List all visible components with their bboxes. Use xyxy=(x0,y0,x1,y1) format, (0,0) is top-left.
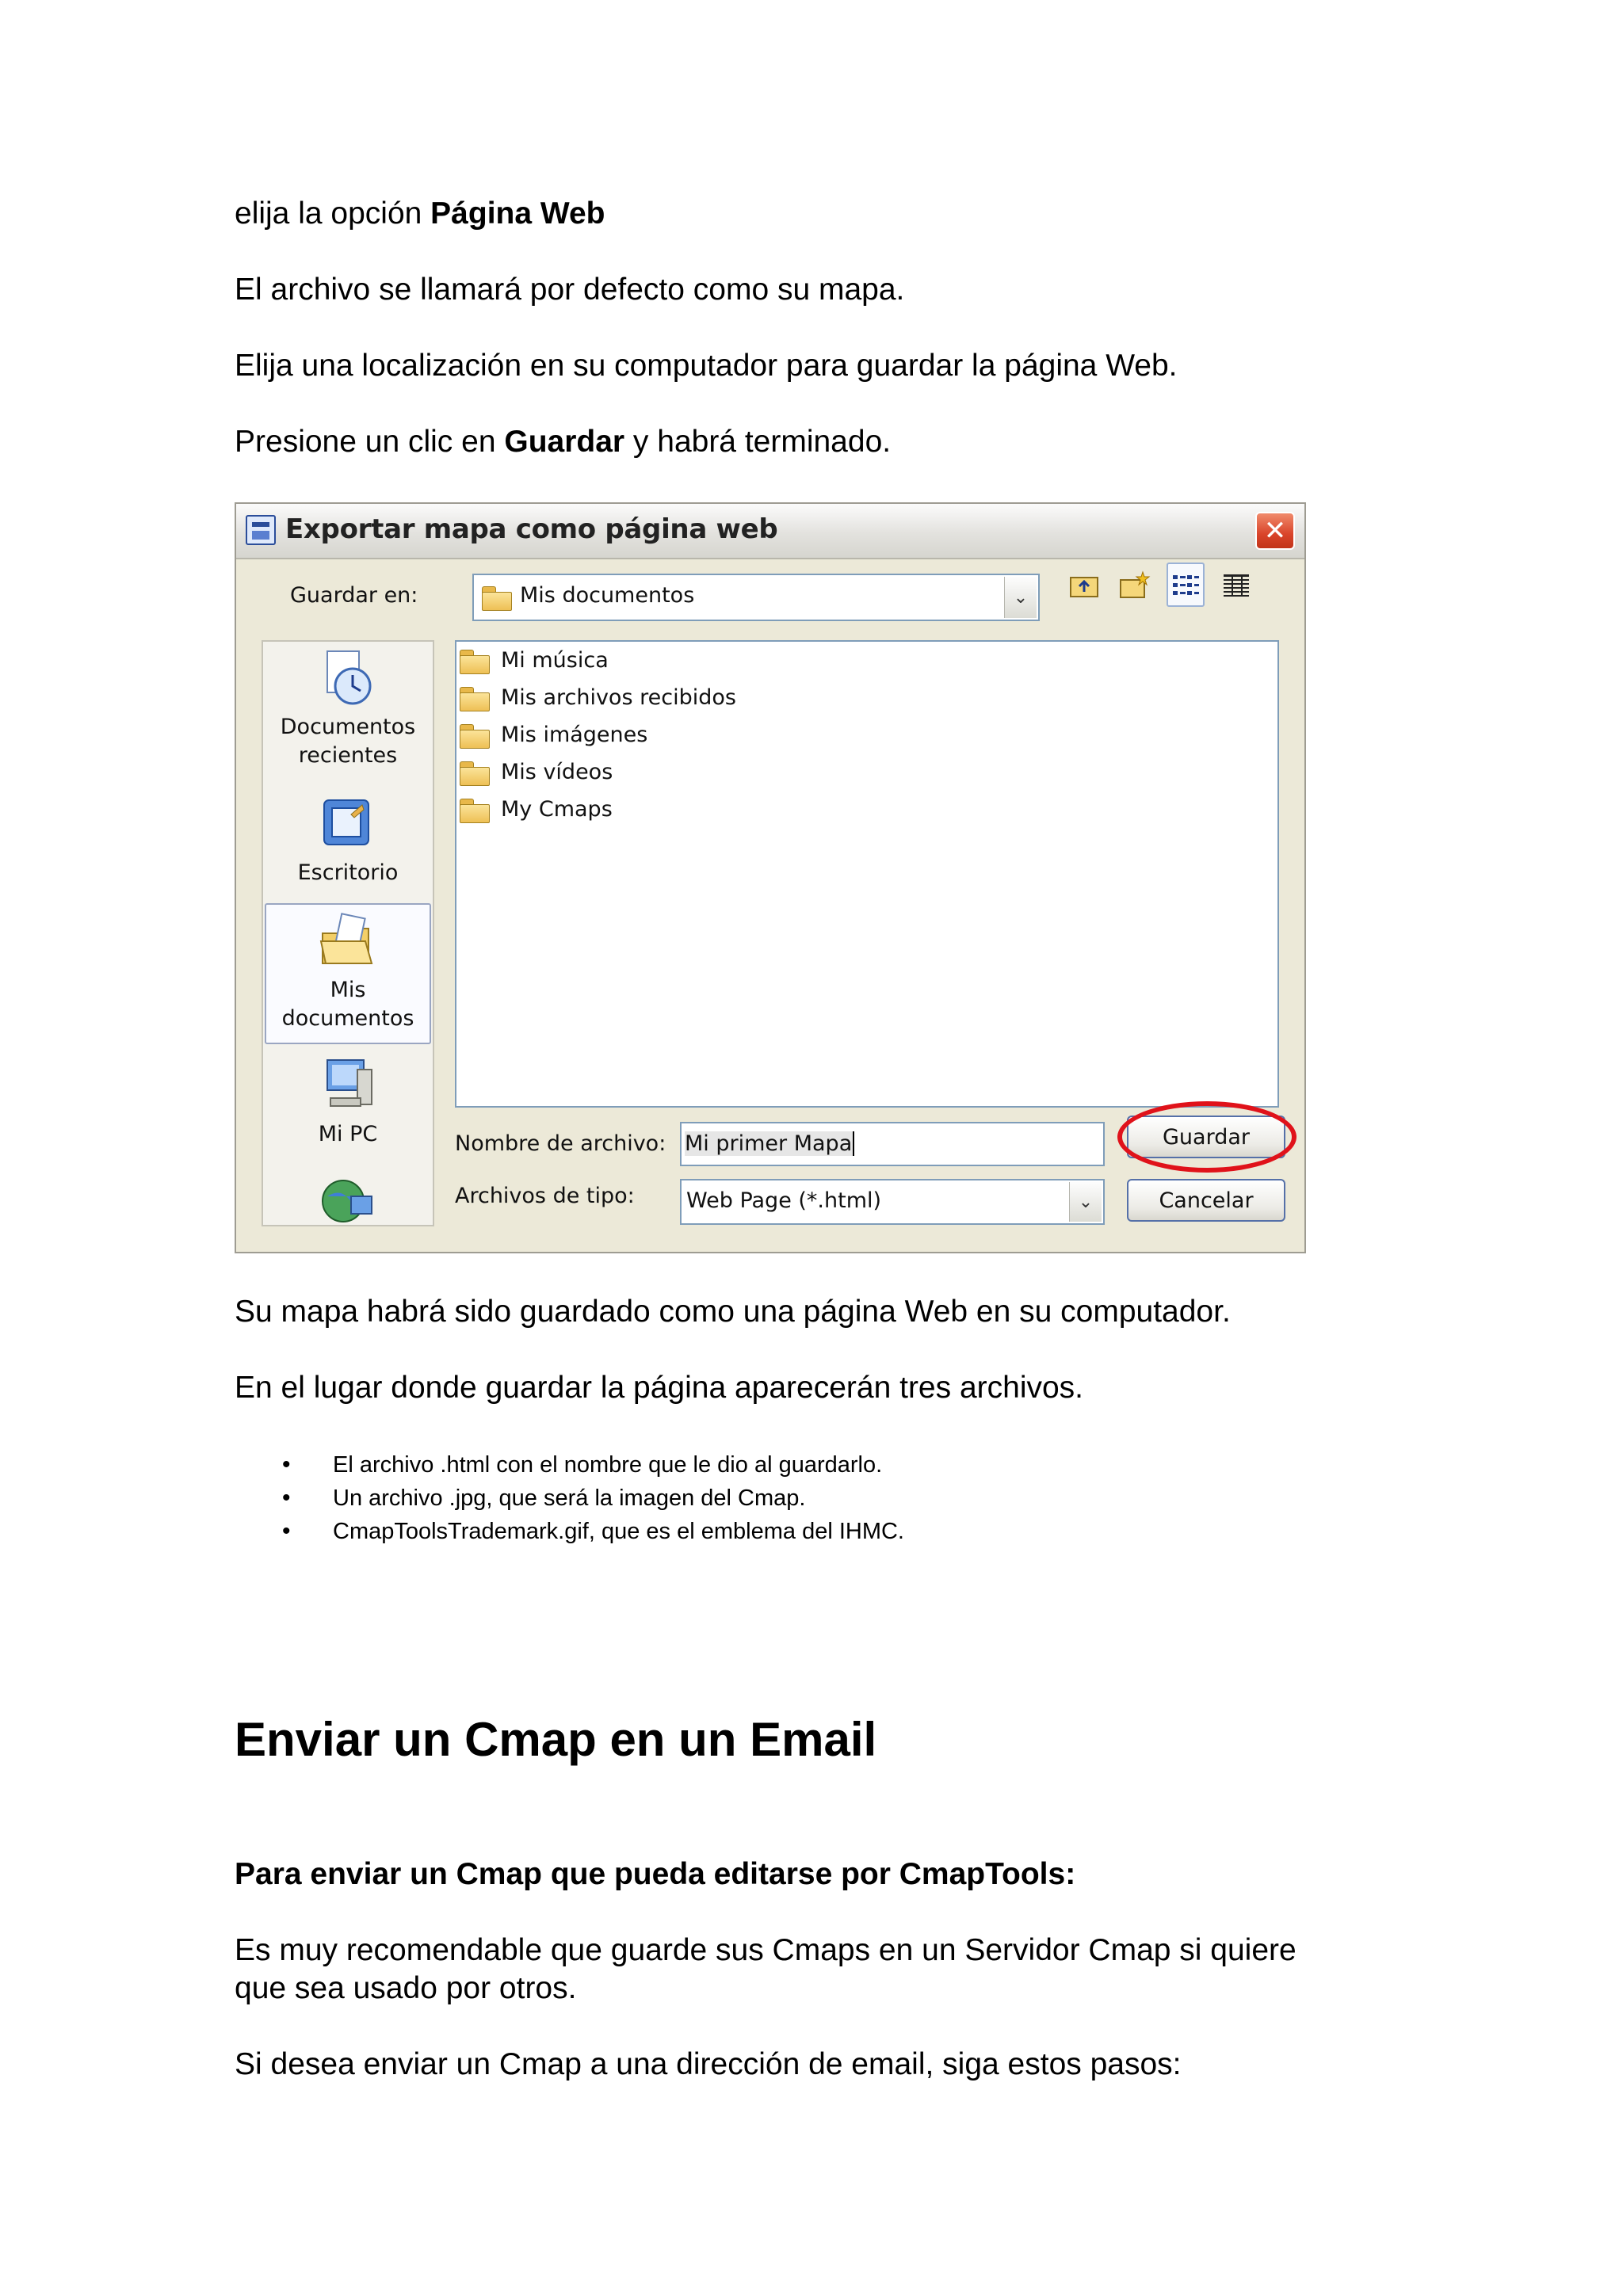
intro-paragraph-4 xyxy=(235,423,891,461)
close-icon[interactable]: ✕ xyxy=(1255,512,1295,550)
desktop-icon xyxy=(316,792,380,856)
pictures-folder-icon xyxy=(460,724,490,748)
section-subheading: Para enviar un Cmap que pueda editarse por CmapTools: xyxy=(235,1857,1076,1891)
chevron-down-icon[interactable]: ⌄ xyxy=(1004,577,1037,618)
place-my-computer[interactable] xyxy=(263,1054,433,1149)
place-label: Escritorio xyxy=(297,860,399,885)
chevron-down-icon[interactable]: ⌄ xyxy=(1069,1182,1102,1222)
details-view-icon xyxy=(1222,572,1251,597)
export-dialog xyxy=(235,502,1306,1253)
dialog-title: Exportar mapa como página web xyxy=(285,513,778,545)
list-view-button[interactable] xyxy=(1167,563,1205,607)
list-view-icon xyxy=(1171,572,1200,597)
folder-icon xyxy=(460,799,490,822)
list-item: • CmapToolsTrademark.gif, que es el emblema del IHMC. xyxy=(235,1515,904,1548)
section-heading: Enviar un Cmap en un Email xyxy=(235,1713,877,1766)
place-recent-documents[interactable] xyxy=(263,646,433,770)
filetype-select[interactable] xyxy=(680,1179,1105,1225)
filetype-label: Archivos de tipo: xyxy=(455,1184,635,1208)
after-paragraph-1: Su mapa habrá sido guardado como una página Web en su computador. xyxy=(235,1295,1231,1329)
new-folder-button[interactable] xyxy=(1116,563,1154,607)
cmap-app-icon xyxy=(246,515,276,545)
cancel-button[interactable]: Cancelar xyxy=(1127,1179,1285,1222)
place-label: Mis documentos xyxy=(281,978,414,1031)
section-paragraph-2: Si desea enviar un Cmap a una dirección de email, siga estos pasos: xyxy=(235,2047,1182,2081)
dialog-titlebar[interactable] xyxy=(236,504,1304,559)
save-button[interactable]: Guardar xyxy=(1127,1116,1285,1158)
up-folder-button[interactable] xyxy=(1065,563,1103,607)
after-paragraph-2: En el lugar donde guardar la página aparecerán tres archivos. xyxy=(235,1371,1084,1405)
network-places-icon xyxy=(316,1173,380,1226)
text: Presione un clic en xyxy=(235,425,505,459)
save-in-value: Mis documentos xyxy=(520,583,695,608)
folder-icon xyxy=(460,687,490,711)
place-desktop[interactable] xyxy=(263,792,433,887)
my-computer-icon xyxy=(316,1054,380,1117)
file-name: My Cmaps xyxy=(501,797,613,822)
file-name: Mi música xyxy=(501,648,609,673)
place-my-documents[interactable] xyxy=(265,903,431,1044)
intro-paragraph-3: Elija una localización en su computador para guardar la página Web. xyxy=(235,349,1178,383)
videos-folder-icon xyxy=(460,761,490,785)
filetype-value: Web Page (*.html) xyxy=(686,1188,882,1213)
bold-text: Guardar xyxy=(504,425,625,459)
list-item: • Un archivo .jpg, que será la imagen del Cmap. xyxy=(235,1482,904,1515)
highlight-ring xyxy=(1117,1101,1296,1173)
save-in-label: Guardar en: xyxy=(290,583,418,608)
section-paragraph-1a: Es muy recomendable que guarde sus Cmaps en un Servidor Cmap si quiere xyxy=(235,1933,1296,1967)
file-name: Mis vídeos xyxy=(501,760,613,784)
up-folder-icon xyxy=(1069,571,1099,598)
place-label: Mi PC xyxy=(318,1122,378,1146)
section-paragraph-1b: que sea usado por otros. xyxy=(235,1971,577,2005)
intro-paragraph-2: El archivo se llamará por defecto como su mapa. xyxy=(235,273,905,307)
save-in-select[interactable] xyxy=(472,574,1040,621)
file-name: Mis archivos recibidos xyxy=(501,685,736,710)
intro-paragraph-1 xyxy=(235,195,605,233)
places-bar xyxy=(262,640,434,1226)
folder-icon xyxy=(482,586,512,610)
file-name: Mis imágenes xyxy=(501,723,648,747)
new-folder-icon xyxy=(1119,570,1151,599)
text: y habrá terminado. xyxy=(624,425,892,459)
bold-text: Página Web xyxy=(430,196,605,231)
file-list[interactable] xyxy=(455,640,1279,1108)
place-network[interactable] xyxy=(263,1173,433,1226)
files-bullet-list xyxy=(235,1448,904,1548)
filename-label: Nombre de archivo: xyxy=(455,1131,666,1156)
place-label: recientes xyxy=(298,743,398,768)
recent-documents-icon xyxy=(316,646,380,710)
text: elija la opción xyxy=(235,196,431,231)
list-item: • El archivo .html con el nombre que le dio al guardarlo. xyxy=(235,1448,904,1482)
place-label: Documentos xyxy=(280,715,416,739)
filename-input[interactable] xyxy=(680,1122,1105,1166)
filename-value: Mi primer Mapa xyxy=(685,1131,854,1156)
my-documents-icon xyxy=(316,910,380,973)
details-view-button[interactable] xyxy=(1217,563,1255,607)
music-folder-icon xyxy=(460,650,490,673)
